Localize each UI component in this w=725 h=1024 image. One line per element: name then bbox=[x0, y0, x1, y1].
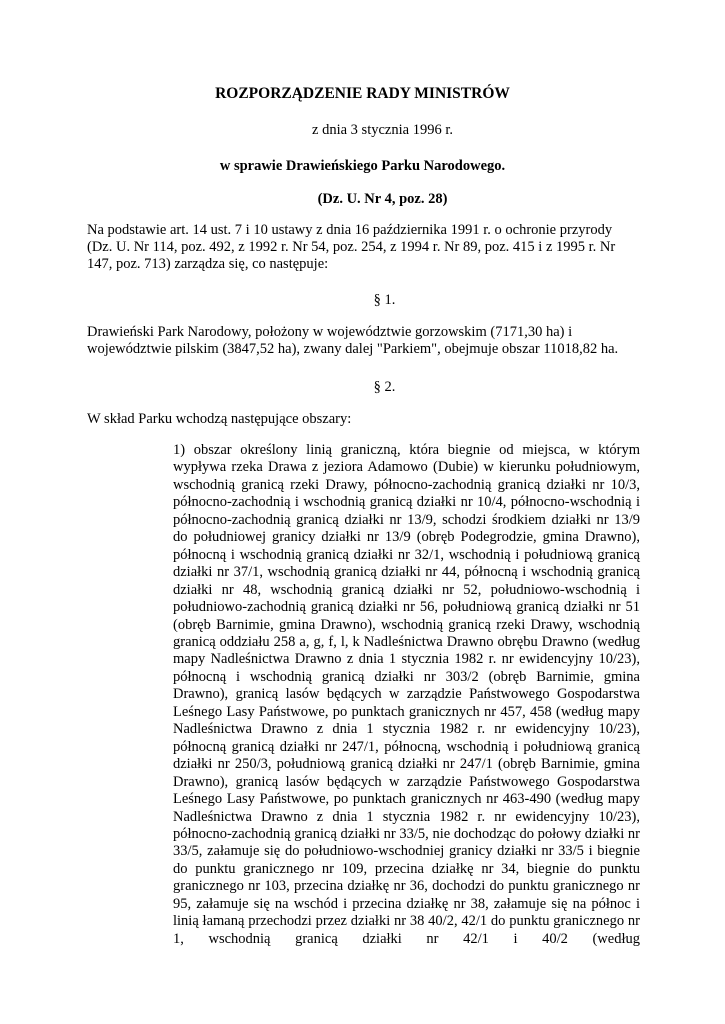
document-reference: (Dz. U. Nr 4, poz. 28) bbox=[317, 191, 448, 207]
document-title: ROZPORZĄDZENIE RADY MINISTRÓW bbox=[215, 85, 510, 102]
document-date: z dnia 3 stycznia 1996 r. bbox=[312, 122, 453, 138]
section-1-heading: § 1. bbox=[373, 292, 396, 308]
section-1-text: Drawieński Park Narodowy, położony w województwie gorzowskim (7171,30 ha) i województwie pilskim (3847,52 ha), zwany dalej "Parkiem", obejmuje obszar 11018,82 ha. bbox=[87, 324, 619, 358]
document-subject: w sprawie Drawieńskiego Parku Narodowego. bbox=[219, 158, 506, 174]
section-2-text: W skład Parku wchodzą następujące obszary: bbox=[87, 411, 352, 427]
section-2-item-1: 1) obszar określony linią graniczną, która biegnie od miejsca, w którym wypływa rzeka Drawa z jeziora Adamowo (Dubie) w kierunku południowym, wschodnią granicą rzeki Drawy, północno-zachodnią granicą działki nr 10/3, północno-zachodnią i wschodnią granicą działki nr 10/4, północno-wschodnią i północno-zachodnią granicą działki nr 13/9, schodzi środkiem działki nr 13/9 do południowej granicy działki nr 13/9 (obręb Podegrodzie, gmina Drawno), północną i wschodnią granicą działki nr 32/1, wschodnią i południową granicą działki nr 37/1, wschodnią granicą działki nr 44, północną i wschodnią granicą działki nr 48, wschodnią granicą działki nr 52, południowo-wschodnią i południowo-zachodnią granicą działki nr 56, południową granicą działki nr 51 (obręb Barnimie, gmina Drawno), wschodnią granicą rzeki Drawy, wschodnią granicą oddziału 258 a, g, f, l, k Nadleśnictwa Drawno obrębu Drawno (według mapy Nadleśnictwa Drawno z dnia 1 stycznia 1982 r. nr ewidencyjny 10/23), północną i wschodnią granicą działki nr 303/2 (obręb Barnimie, gmina Drawno), granicą lasów będących w zarządzie Państwowego Gospodarstwa Leśnego Lasy Państwowe, po punktach granicznych nr 457, 458 (według mapy Nadleśnictwa Drawno z dnia 1 stycznia 1982 r. nr ewidencyjny 10/23), północną granicą działki nr 247/1, północną, wschodnią i południową granicą działki nr 250/3, południową granicą działki nr 247/1 (obręb Barnimie, gmina Drawno), granicą lasów będących w zarządzie Państwowego Gospodarstwa Leśnego Lasy Państwowe, po punktach granicznych nr 463-490 (według mapy Nadleśnictwa Drawno z dnia 1 stycznia 1982 r. nr ewidencyjny 10/23), północno-zachodnią granicą działki nr 33/5, nie dochodząc do połowy działki nr 33/5, załamuje się do południowo-wschodniej granicy działki nr 33/5 i biegnie do punktu granicznego nr 109, przecina działkę nr 34, biegnie do punktu granicznego nr 103, przecina działkę nr 36, dochodzi do punktu granicznego nr 95, załamuje się na wschód i przecina działkę nr 38, załamuje się na północ i linią łamaną przechodzi przez działki nr 38 40/2, 42/1 do punktu granicznego nr 1, wschodnią granicą działki nr 42/1 i 40/2 (według bbox=[173, 442, 640, 947]
section-2-heading: § 2. bbox=[373, 379, 396, 395]
intro-paragraph: Na podstawie art. 14 ust. 7 i 10 ustawy z dnia 16 października 1991 r. o ochronie przyrody (Dz. U. Nr 114, poz. 492, z 1992 r. Nr 54, poz. 254, z 1994 r. Nr 89, poz. 415 i z 1995 r. Nr 147, poz. 713) zarządza się, co następuje: bbox=[87, 222, 616, 273]
